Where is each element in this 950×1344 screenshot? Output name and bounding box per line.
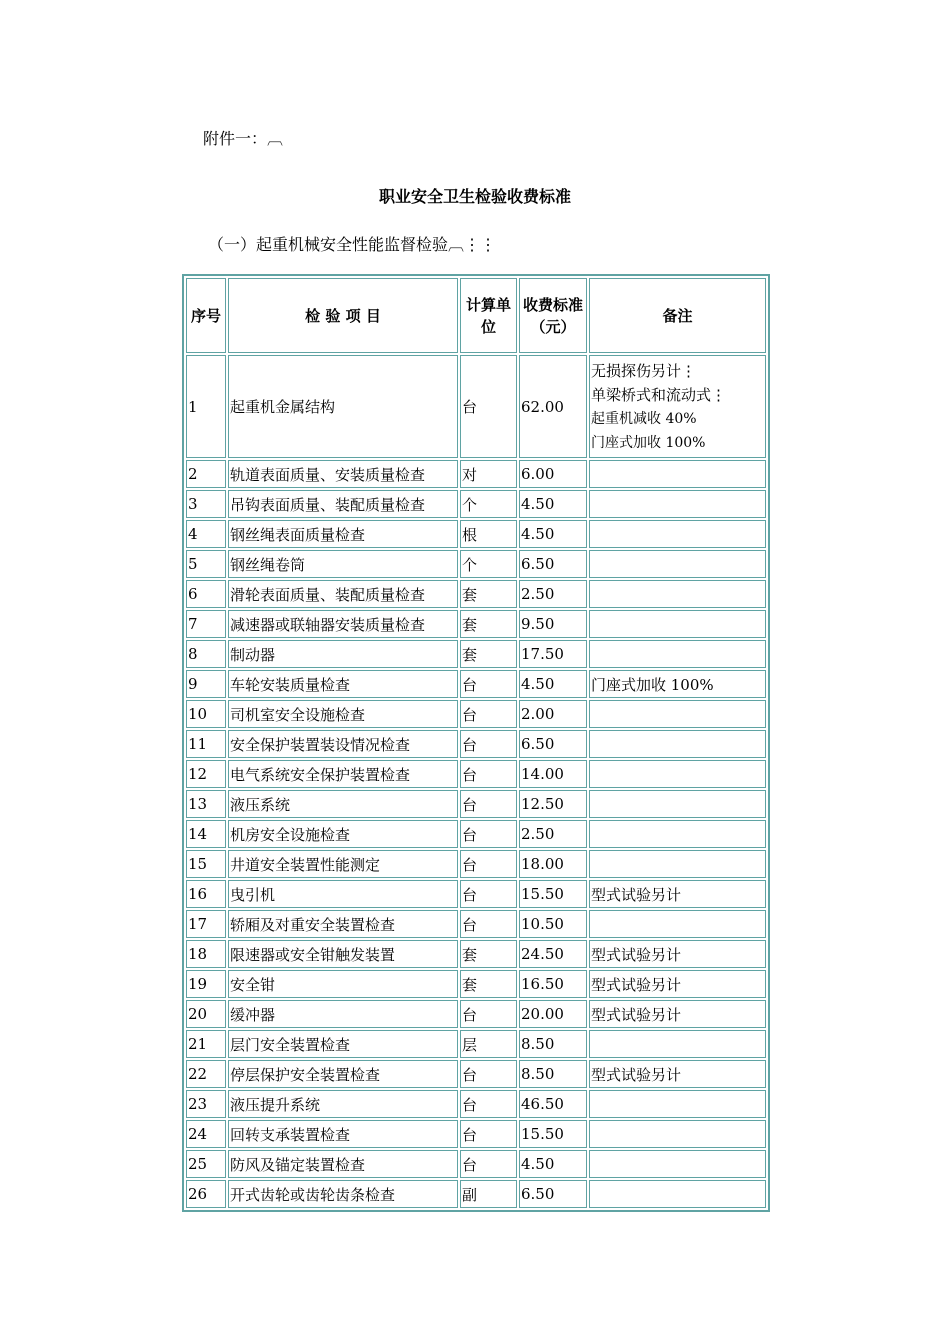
cell-unit: 台 [460,670,517,698]
cell-note [589,550,766,578]
cell-note [589,760,766,788]
cell-item: 钢丝绳表面质量检查 [228,520,458,548]
cell-unit: 台 [460,1150,517,1178]
cell-fee: 4.50 [519,1150,587,1178]
table-row [186,700,766,728]
cell-item: 减速器或联轴器安装质量检查 [228,610,458,638]
cell-fee: 12.50 [519,790,587,818]
cell-note: 型式试验另计 [589,970,766,998]
cell-no: 3 [186,490,226,518]
cell-item: 车轮安装质量检查 [228,670,458,698]
cell-note: 型式试验另计 [589,1000,766,1028]
cell-unit: 套 [460,580,517,608]
cell-no: 2 [186,460,226,488]
cell-note [589,790,766,818]
cell-item: 安全钳 [228,970,458,998]
cell-fee: 6.00 [519,460,587,488]
cell-unit: 台 [460,730,517,758]
table-row [186,1030,766,1058]
header-unit: 计算单位 [460,278,517,353]
table-row [186,1150,766,1178]
cell-item: 回转支承装置检查 [228,1120,458,1148]
cell-fee: 6.50 [519,1180,587,1208]
header-no: 序号 [186,278,226,353]
cell-item: 制动器 [228,640,458,668]
cell-unit: 对 [460,460,517,488]
cell-fee: 18.00 [519,850,587,878]
cell-note [589,610,766,638]
table-row [186,880,766,908]
cell-fee: 15.50 [519,1120,587,1148]
cell-item: 吊钩表面质量、装配质量检查 [228,490,458,518]
cell-note: 型式试验另计 [589,880,766,908]
cell-unit: 套 [460,970,517,998]
cell-note [589,730,766,758]
table-row [186,1180,766,1208]
cell-item: 滑轮表面质量、装配质量检查 [228,580,458,608]
table-header-row [186,278,766,353]
header-note: 备注 [589,278,766,353]
table-row [186,1060,766,1088]
header-fee: 收费标准（元） [519,278,587,353]
cell-fee: 4.50 [519,670,587,698]
table-row [186,610,766,638]
note-line: 门座式加收 100% [591,434,706,451]
cell-item: 司机室安全设施检查 [228,700,458,728]
cell-no: 13 [186,790,226,818]
cell-item: 井道安全装置性能测定 [228,850,458,878]
cell-unit: 套 [460,610,517,638]
cell-fee: 8.50 [519,1060,587,1088]
table-row [186,850,766,878]
cell-unit: 个 [460,550,517,578]
table-row [186,970,766,998]
cell-unit: 台 [460,790,517,818]
cell-note [589,820,766,848]
cell-note [589,640,766,668]
cell-unit: 台 [460,910,517,938]
cell-note [589,460,766,488]
cell-fee: 10.50 [519,910,587,938]
cell-no: 16 [186,880,226,908]
table-row [186,1090,766,1118]
table-row [186,790,766,818]
cell-no: 8 [186,640,226,668]
cell-item: 液压系统 [228,790,458,818]
cell-note [589,850,766,878]
table-row [186,760,766,788]
cell-item: 起重机金属结构 [228,355,458,458]
cell-item: 防风及锚定装置检查 [228,1150,458,1178]
cell-note [589,520,766,548]
cell-unit: 台 [460,1120,517,1148]
table-row [186,730,766,758]
cell-fee: 62.00 [519,355,587,458]
cell-note [589,580,766,608]
table-row [186,640,766,668]
cell-unit: 副 [460,1180,517,1208]
cell-unit: 台 [460,880,517,908]
cell-no: 21 [186,1030,226,1058]
cell-fee: 46.50 [519,1090,587,1118]
cell-item: 层门安全装置检查 [228,1030,458,1058]
table-row [186,355,766,458]
cell-fee: 2.50 [519,820,587,848]
cell-fee: 14.00 [519,760,587,788]
cell-note [589,1030,766,1058]
table-row [186,550,766,578]
table-body [186,355,766,1208]
table-row [186,670,766,698]
table-row [186,520,766,548]
cell-unit: 台 [460,820,517,848]
cell-no: 6 [186,580,226,608]
cell-no: 12 [186,760,226,788]
fee-table [182,274,770,1212]
cell-no: 24 [186,1120,226,1148]
cell-note: 型式试验另计 [589,940,766,968]
cell-fee: 15.50 [519,880,587,908]
header-item: 检 验 项 目 [228,278,458,353]
cell-unit: 台 [460,355,517,458]
cell-no: 19 [186,970,226,998]
cell-no: 11 [186,730,226,758]
table-row [186,940,766,968]
document-title: 职业安全卫生检验收费标准 [378,187,571,206]
cell-item: 机房安全设施检查 [228,820,458,848]
table-row [186,1000,766,1028]
section-subtitle: （一）起重机械安全性能监督检验︹⋮⋮ [208,235,497,254]
cell-note [589,490,766,518]
cell-unit: 套 [460,940,517,968]
cell-fee: 16.50 [519,970,587,998]
cell-no: 1 [186,355,226,458]
cell-fee: 6.50 [519,550,587,578]
cell-item: 液压提升系统 [228,1090,458,1118]
cell-item: 安全保护装置装设情况检查 [228,730,458,758]
cell-no: 26 [186,1180,226,1208]
cell-no: 17 [186,910,226,938]
cell-no: 5 [186,550,226,578]
cell-fee: 2.00 [519,700,587,728]
cell-unit: 台 [460,1000,517,1028]
cell-note [589,1150,766,1178]
cell-no: 9 [186,670,226,698]
cell-item: 缓冲器 [228,1000,458,1028]
cell-fee: 4.50 [519,490,587,518]
cell-unit: 根 [460,520,517,548]
cell-unit: 台 [460,760,517,788]
cell-fee: 6.50 [519,730,587,758]
cell-item: 电气系统安全保护装置检查 [228,760,458,788]
note-line: 起重机减收 40% [591,410,697,427]
cell-no: 23 [186,1090,226,1118]
cell-fee: 9.50 [519,610,587,638]
cell-unit: 台 [460,850,517,878]
cell-no: 10 [186,700,226,728]
cell-note [589,1090,766,1118]
cell-item: 限速器或安全钳触发装置 [228,940,458,968]
cell-no: 20 [186,1000,226,1028]
cell-item: 曳引机 [228,880,458,908]
cell-unit: 个 [460,490,517,518]
cell-no: 18 [186,940,226,968]
cell-item: 钢丝绳卷筒 [228,550,458,578]
cell-fee: 4.50 [519,520,587,548]
table-row [186,580,766,608]
note-line: 无损探伤另计⋮ [591,361,697,380]
cell-no: 22 [186,1060,226,1088]
cell-item: 停层保护安全装置检查 [228,1060,458,1088]
cell-unit: 套 [460,640,517,668]
cell-unit: 台 [460,700,517,728]
attachment-label: 附件一：︹ [203,129,284,148]
cell-unit: 台 [460,1060,517,1088]
cell-item: 轿厢及对重安全装置检查 [228,910,458,938]
table-row [186,490,766,518]
cell-no: 7 [186,610,226,638]
table-row [186,1120,766,1148]
cell-no: 15 [186,850,226,878]
table-row [186,460,766,488]
cell-note [589,1120,766,1148]
cell-note [589,910,766,938]
cell-no: 25 [186,1150,226,1178]
cell-fee: 2.50 [519,580,587,608]
table-row [186,910,766,938]
cell-fee: 8.50 [519,1030,587,1058]
cell-note [589,1180,766,1208]
cell-note: 型式试验另计 [589,1060,766,1088]
note-line: 单梁桥式和流动式⋮ [591,385,727,404]
table-row [186,820,766,848]
cell-fee: 24.50 [519,940,587,968]
cell-note: 门座式加收 100% [589,670,766,698]
cell-item: 轨道表面质量、安装质量检查 [228,460,458,488]
cell-unit: 台 [460,1090,517,1118]
cell-note [589,355,766,458]
cell-fee: 20.00 [519,1000,587,1028]
cell-fee: 17.50 [519,640,587,668]
cell-note [589,700,766,728]
cell-no: 14 [186,820,226,848]
cell-unit: 层 [460,1030,517,1058]
cell-item: 开式齿轮或齿轮齿条检查 [228,1180,458,1208]
cell-no: 4 [186,520,226,548]
